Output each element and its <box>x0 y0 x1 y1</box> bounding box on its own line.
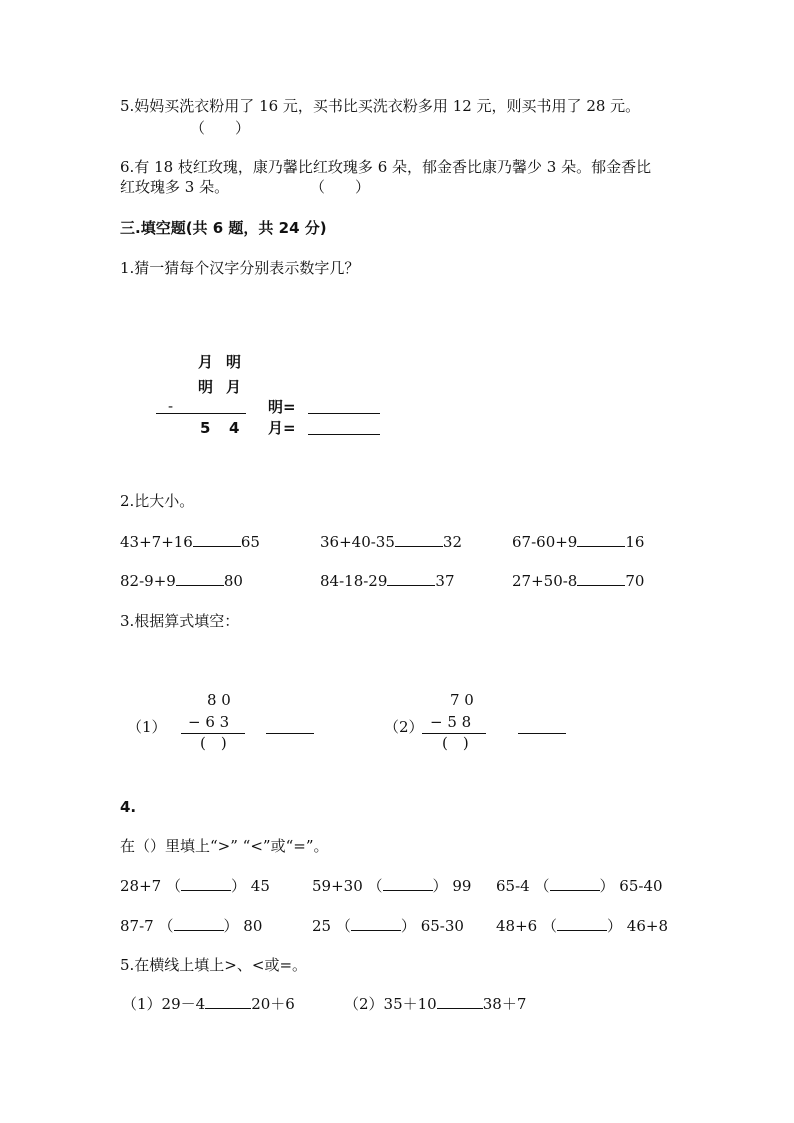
fq2-right: 65 <box>240 533 260 551</box>
fq4-blank[interactable] <box>383 876 433 891</box>
fq4-item-3 <box>496 876 663 896</box>
fq4-blank[interactable] <box>181 876 231 891</box>
fq1-res-c1: 5 <box>200 419 211 437</box>
fq5-right: 20＋6 <box>251 995 295 1013</box>
section-title: 三.填空题(共 6 题，共 24 分) <box>120 219 327 237</box>
fq4-left: 59+30 <box>312 877 363 895</box>
fq2-left: 27+50-8 <box>512 572 578 590</box>
fq4-close: ） <box>400 917 416 935</box>
fq4-blank[interactable] <box>550 876 600 891</box>
fq4-right: 65-40 <box>619 877 663 895</box>
fq2-right: 32 <box>442 533 462 551</box>
fq1-ans1-blank[interactable] <box>308 413 380 414</box>
fq3-p2-top: 7 0 <box>450 691 474 709</box>
fq4-close: ） <box>607 917 623 935</box>
fq5-label: （1） <box>122 995 162 1013</box>
fq4-item-1 <box>120 876 270 896</box>
fq5-left: 29－4 <box>161 995 206 1013</box>
fq4-blank[interactable] <box>174 916 224 931</box>
fq4-left: 48+6 <box>496 917 538 935</box>
fq1-ans2-label: 月= <box>268 419 296 437</box>
fq2-right: 80 <box>223 572 243 590</box>
fq4-close: ） <box>223 917 239 935</box>
fq4-blank[interactable] <box>351 916 401 931</box>
fq3-title: 3.根据算式填空： <box>120 612 240 630</box>
fq2-left: 82-9+9 <box>120 572 176 590</box>
fq5-label: （2） <box>344 995 384 1013</box>
fq4-right: 46+8 <box>626 917 668 935</box>
fq3-p2-sub: − 5 8 <box>430 713 472 731</box>
fq2-item-4 <box>120 571 243 591</box>
fq2-title: 2.比大小。 <box>120 492 195 510</box>
fq4-left: 28+7 <box>120 877 162 895</box>
fq3-p2-answer-blank[interactable] <box>518 733 566 734</box>
fq2-blank[interactable] <box>193 532 241 547</box>
fq5-item-1 <box>122 994 295 1014</box>
fq4-open: （ <box>541 917 557 935</box>
fq3-p2-res[interactable]: ( ) <box>442 734 469 752</box>
fq4-blank[interactable] <box>557 916 607 931</box>
fq5-right: 38＋7 <box>482 995 527 1013</box>
fq4-open: （ <box>367 877 383 895</box>
fq4-right: 99 <box>452 877 472 895</box>
fq2-blank[interactable] <box>577 532 625 547</box>
fq4-open: （ <box>534 877 550 895</box>
fq1-ans1-label: 明= <box>268 398 296 416</box>
judge-q6-text-line1: 6.有 18 枝红玫瑰，康乃馨比红玫瑰多 6 朵，郁金香比康乃馨少 3 朵。郁金香比 <box>120 158 652 176</box>
fq1-title: 1.猜一猜每个汉字分别表示数字几？ <box>120 259 360 277</box>
fq4-close: ） <box>432 877 448 895</box>
fq3-p2-label: （2） <box>384 718 424 736</box>
fq2-blank[interactable] <box>176 571 224 586</box>
fq2-blank[interactable] <box>387 571 435 586</box>
fq2-item-3 <box>512 532 644 552</box>
fq1-sum-line <box>156 413 246 414</box>
fq4-number: 4. <box>120 798 137 816</box>
fq4-right: 45 <box>250 877 270 895</box>
fq5-title: 5.在横线上填上>、<或=。 <box>120 956 308 974</box>
fq1-res-c2: 4 <box>229 419 240 437</box>
fq2-item-1 <box>120 532 260 552</box>
fq2-left: 36+40-35 <box>320 533 395 551</box>
fq4-instruction: 在（）里填上“>” “<”或“=”。 <box>120 837 329 855</box>
fq3-p1-answer-blank[interactable] <box>266 733 314 734</box>
fq1-r2-c2: 月 <box>226 378 242 396</box>
fq3-p1-sub: − 6 3 <box>188 713 230 731</box>
fq2-left: 84-18-29 <box>320 572 388 590</box>
fq2-right: 37 <box>435 572 455 590</box>
fq2-left: 67-60+9 <box>512 533 578 551</box>
fq5-left: 35＋10 <box>383 995 437 1013</box>
judge-q5-text: 5.妈妈买洗衣粉用了 16 元，买书比买洗衣粉多用 12 元，则买书用了 28 元。 <box>120 97 641 115</box>
fq1-r2-c1: 明 <box>198 378 214 396</box>
fq3-p1-top: 8 0 <box>207 691 231 709</box>
fq3-p1-res[interactable]: ( ) <box>200 734 227 752</box>
fq1-r1-c2: 明 <box>226 353 242 371</box>
fq4-close: ） <box>599 877 615 895</box>
fq4-item-4 <box>120 916 262 936</box>
fq5-blank[interactable] <box>205 994 251 1009</box>
fq4-close: ） <box>231 877 247 895</box>
fq4-right: 80 <box>243 917 263 935</box>
fq4-open: （ <box>165 877 181 895</box>
fq2-right: 16 <box>625 533 645 551</box>
fq2-blank[interactable] <box>577 571 625 586</box>
fq2-left: 43+7+16 <box>120 533 193 551</box>
fq3-p1-label: （1） <box>127 718 167 736</box>
judge-q5-blank[interactable]: （ ） <box>190 119 251 137</box>
fq4-item-6 <box>496 916 668 936</box>
fq2-item-6 <box>512 571 644 591</box>
fq2-item-5 <box>320 571 455 591</box>
fq1-minus-sign: - <box>168 397 174 415</box>
fq5-blank[interactable] <box>437 994 483 1009</box>
fq2-right: 70 <box>625 572 645 590</box>
judge-q6-text-line2: 红玫瑰多 3 朵。 <box>120 178 230 196</box>
fq4-right: 65-30 <box>420 917 464 935</box>
fq2-blank[interactable] <box>395 532 443 547</box>
fq4-left: 87-7 <box>120 917 154 935</box>
fq4-open: （ <box>158 917 174 935</box>
fq4-item-2 <box>312 876 471 896</box>
fq5-item-2 <box>344 994 526 1014</box>
fq4-left: 65-4 <box>496 877 530 895</box>
judge-q6-blank[interactable]: （ ） <box>310 178 371 196</box>
fq4-open: （ <box>335 917 351 935</box>
fq1-ans2-blank[interactable] <box>308 434 380 435</box>
fq4-item-5 <box>312 916 464 936</box>
fq1-r1-c1: 月 <box>198 353 214 371</box>
fq2-item-2 <box>320 532 462 552</box>
fq4-left: 25 <box>312 917 332 935</box>
